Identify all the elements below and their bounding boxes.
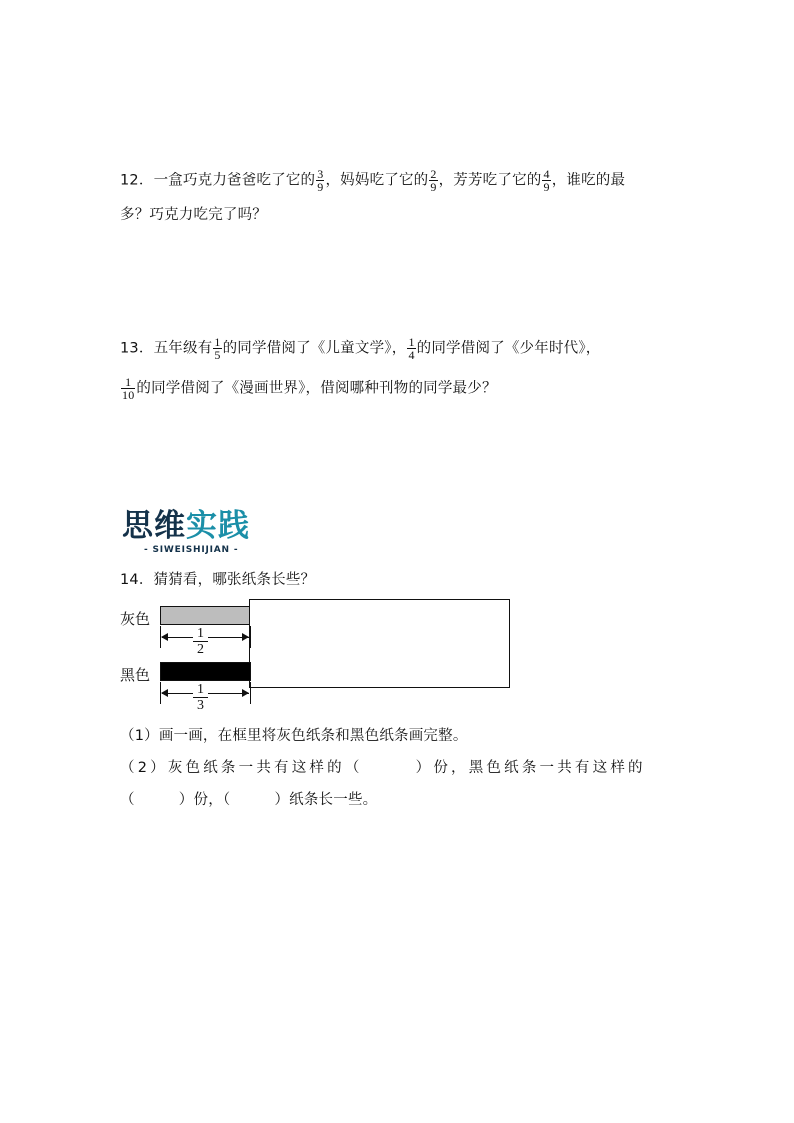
- gray-dim-left-arrow: [161, 633, 168, 641]
- q14-figure: [120, 598, 520, 723]
- section-title: 思维实践: [122, 508, 250, 544]
- section-logo: [122, 508, 268, 558]
- q13-text3: 的同学借阅了《少年时代》，: [416, 340, 601, 357]
- gray-dim-right-tick: [250, 626, 251, 648]
- q12-text1: 一盒巧克力爸爸吃了它的: [153, 172, 316, 189]
- q13-line2: [120, 376, 497, 401]
- gray-strip: [160, 606, 251, 625]
- answer-box[interactable]: [249, 599, 510, 688]
- q13-fraction-comic-world: $\frac{1}{10}$: [122, 375, 135, 402]
- q12-fraction-fangfang: $\frac{4}{9}$: [543, 167, 550, 194]
- gray-dim-right-arrow: [242, 633, 249, 641]
- section-subtitle: - SIWEISHIJIAN -: [144, 545, 239, 555]
- q13-text2: 的同学借阅了《儿童文学》，: [222, 340, 407, 357]
- q12-text3: ，芳芳吃了它的: [438, 172, 542, 189]
- q12-fraction-mom: $\frac{2}{9}$: [430, 167, 437, 194]
- q14-sub2-line2: （ ）份，（ ）纸条长一些。: [120, 792, 378, 808]
- q13-fraction-children-lit: $\frac{1}{5}$: [214, 335, 221, 362]
- black-dim-left-arrow: [161, 689, 168, 697]
- q14-sub1: （1）画一画，在框里将灰色纸条和黑色纸条画完整。: [120, 728, 468, 744]
- q12-text2: ，妈妈吃了它的: [325, 172, 429, 189]
- q13-number: 13．: [120, 340, 154, 357]
- black-dim-right-tick: [250, 682, 251, 704]
- gray-label: 灰色: [120, 612, 151, 628]
- q12-line1: [120, 168, 625, 193]
- q13-text4: 的同学借阅了《漫画世界》，借阅哪种刊物的同学最少？: [136, 380, 497, 397]
- q12-fraction-dad: $\frac{3}{9}$: [317, 167, 324, 194]
- q13-fraction-youth-times: $\frac{1}{4}$: [408, 335, 415, 362]
- q12-line2: 多？巧克力吃完了吗？: [120, 207, 267, 223]
- black-label: 黑色: [120, 668, 151, 684]
- black-strip: [160, 662, 251, 681]
- q13-text1: 五年级有: [153, 340, 213, 357]
- gray-dim-fraction: $\frac{1}{2}$: [193, 626, 208, 657]
- q12-number: 12．: [120, 172, 154, 189]
- q12-text4: ，谁吃的最: [551, 172, 626, 189]
- q14-sub2-line1: （2）灰色纸条一共有这样的（ ）份，黑色纸条一共有这样的: [120, 760, 646, 776]
- q13-line1: [120, 336, 601, 361]
- black-dim-fraction: $\frac{1}{3}$: [193, 682, 208, 713]
- q14-title: 14．猜猜看，哪张纸条长些？: [120, 572, 316, 588]
- black-dim-right-arrow: [242, 689, 249, 697]
